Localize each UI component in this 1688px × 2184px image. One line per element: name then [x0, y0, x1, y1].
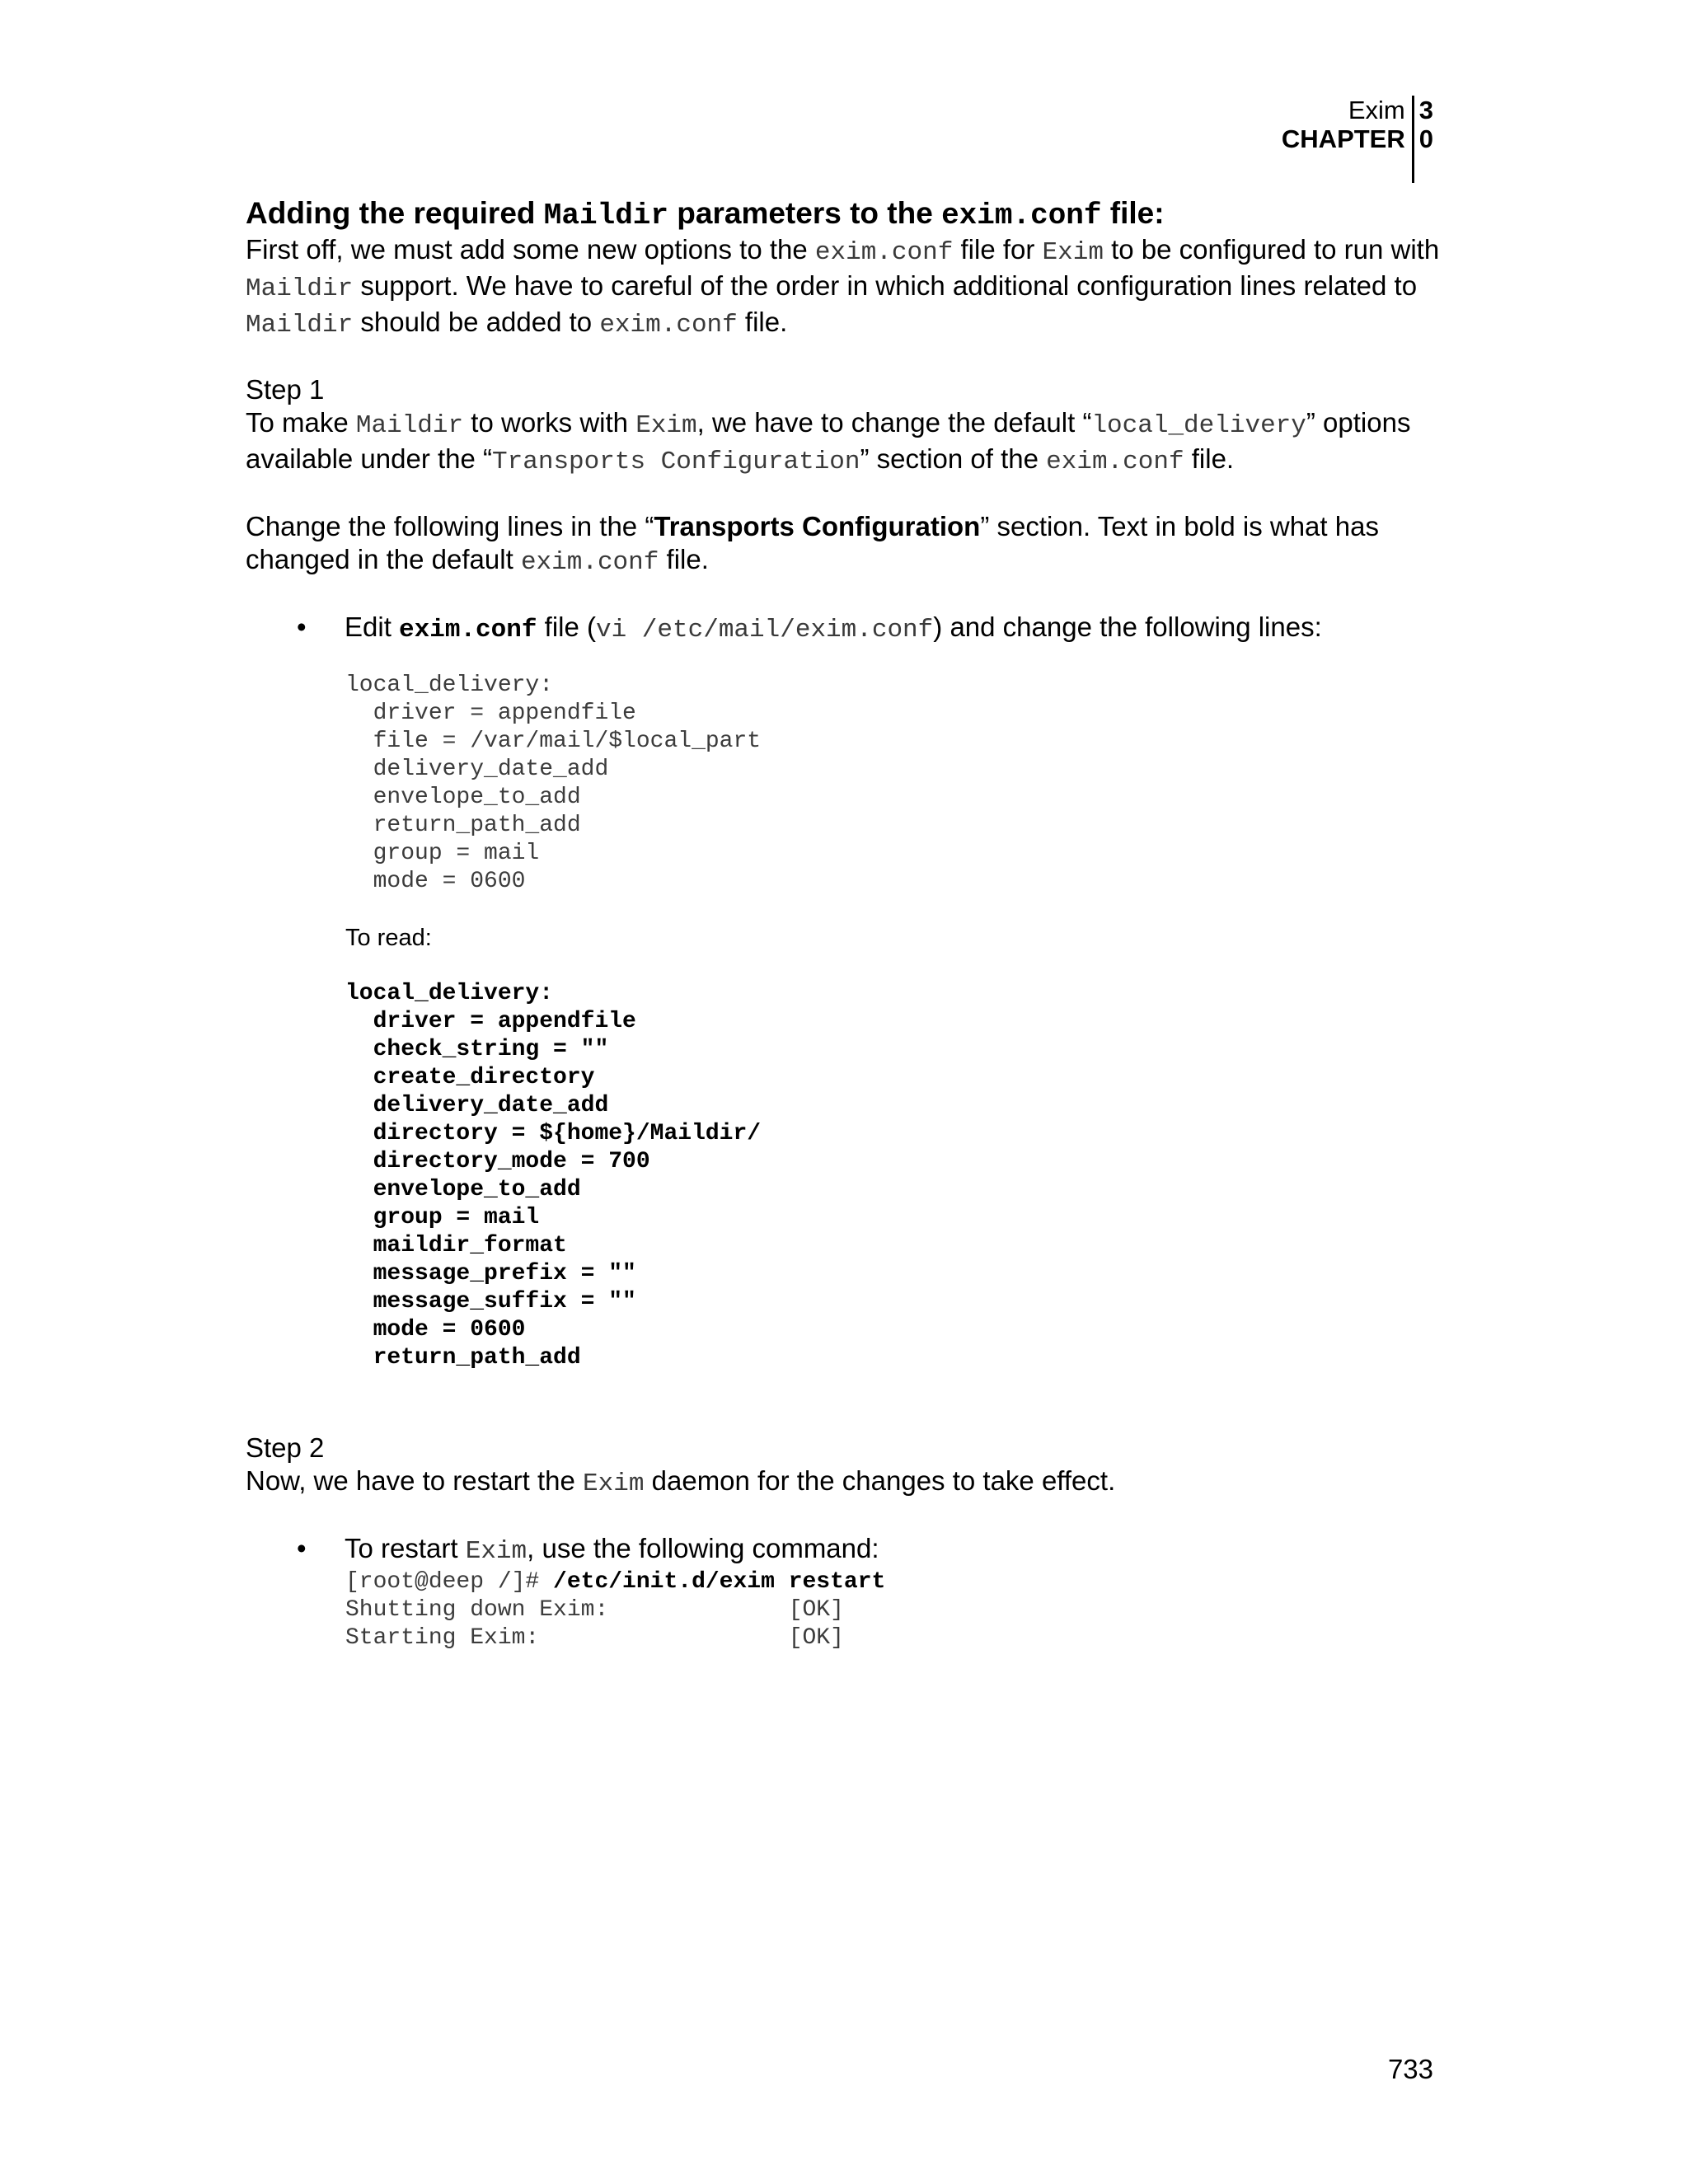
code-line: local_delivery: — [345, 673, 554, 698]
step-2-label: Step 2 — [246, 1432, 325, 1463]
bullet-edit-file: • Edit exim.conf file (vi /etc/mail/exim.conf) and change the following lines: — [297, 612, 1322, 644]
code-line: local_delivery: — [345, 981, 554, 1006]
change-paragraph: Change the following lines in the “Transports Configuration” section. Text in bold is what has changed in the default exim.conf file. — [246, 511, 1379, 577]
shell-prompt: [root@deep /]# — [345, 1569, 554, 1595]
step-1-paragraph: To make Maildir to works with Exim, we have to change the default “local_delivery” options available under the “Transports Configuration” section of the exim.conf file. — [246, 407, 1411, 476]
shell-command: /etc/init.d/exim restart — [553, 1569, 886, 1595]
code-line: directory_mode = 700 — [345, 1149, 650, 1174]
code-line: create_directory — [345, 1065, 595, 1090]
code-line: group = mail — [345, 841, 540, 866]
chapter-number — [1414, 96, 1433, 183]
chapter-name: Exim — [1348, 96, 1405, 124]
code-line: return_path_add — [345, 813, 581, 838]
code-line: group = mail — [345, 1205, 540, 1230]
page-number: 733 — [1387, 2054, 1433, 2084]
code-line: directory = ${home}/Maildir/ — [345, 1121, 762, 1146]
code-line: delivery_date_add — [345, 1093, 609, 1118]
code-line: maildir_format — [345, 1233, 567, 1258]
bullet-dot: • — [297, 1533, 307, 1563]
intro-paragraph: First off, we must add some new options to the exim.conf file for Exim to be configured to run with Maildir support. We have to careful of the order in which additional configuration lines related to Maildir should be added to exim.conf file. — [246, 234, 1440, 340]
code-line: message_suffix = "" — [345, 1289, 636, 1315]
command-output-line: Starting Exim: [OK] — [345, 1625, 844, 1651]
bullet-dot: • — [297, 612, 307, 642]
chapter-labels — [1282, 96, 1414, 183]
command-block — [246, 1568, 1449, 1652]
code-line: mode = 0600 — [345, 1317, 526, 1343]
code-line: message_prefix = "" — [345, 1261, 636, 1286]
chapter-number-digit-2: 0 — [1418, 124, 1433, 153]
chapter-number-digit-1: 3 — [1418, 96, 1433, 124]
code-line: delivery_date_add — [345, 757, 609, 782]
running-header — [1282, 96, 1433, 183]
bullet-restart: • To restart Exim, use the following command: — [297, 1533, 879, 1566]
command-output-line: Shutting down Exim: [OK] — [345, 1597, 844, 1623]
code-line: file = /var/mail/$local_part — [345, 729, 762, 754]
page-content — [246, 196, 1449, 1652]
code-block-original — [246, 672, 1449, 896]
code-line: check_string = "" — [345, 1037, 609, 1062]
code-line: envelope_to_add — [345, 1177, 581, 1202]
to-read-label: To read: — [345, 925, 432, 951]
code-line: driver = appendfile — [345, 701, 636, 726]
code-line: return_path_add — [345, 1345, 581, 1371]
section-title: Adding the required Maildir parameters to the exim.conf file: — [246, 196, 1165, 232]
step-1-label: Step 1 — [246, 374, 325, 405]
code-line: driver = appendfile — [345, 1009, 636, 1034]
chapter-word: CHAPTER — [1281, 124, 1405, 153]
code-line: mode = 0600 — [345, 869, 526, 894]
code-line: envelope_to_add — [345, 785, 581, 810]
code-block-new — [246, 980, 1449, 1372]
step-2-paragraph: Now, we have to restart the Exim daemon for the changes to take effect. — [246, 1465, 1116, 1498]
